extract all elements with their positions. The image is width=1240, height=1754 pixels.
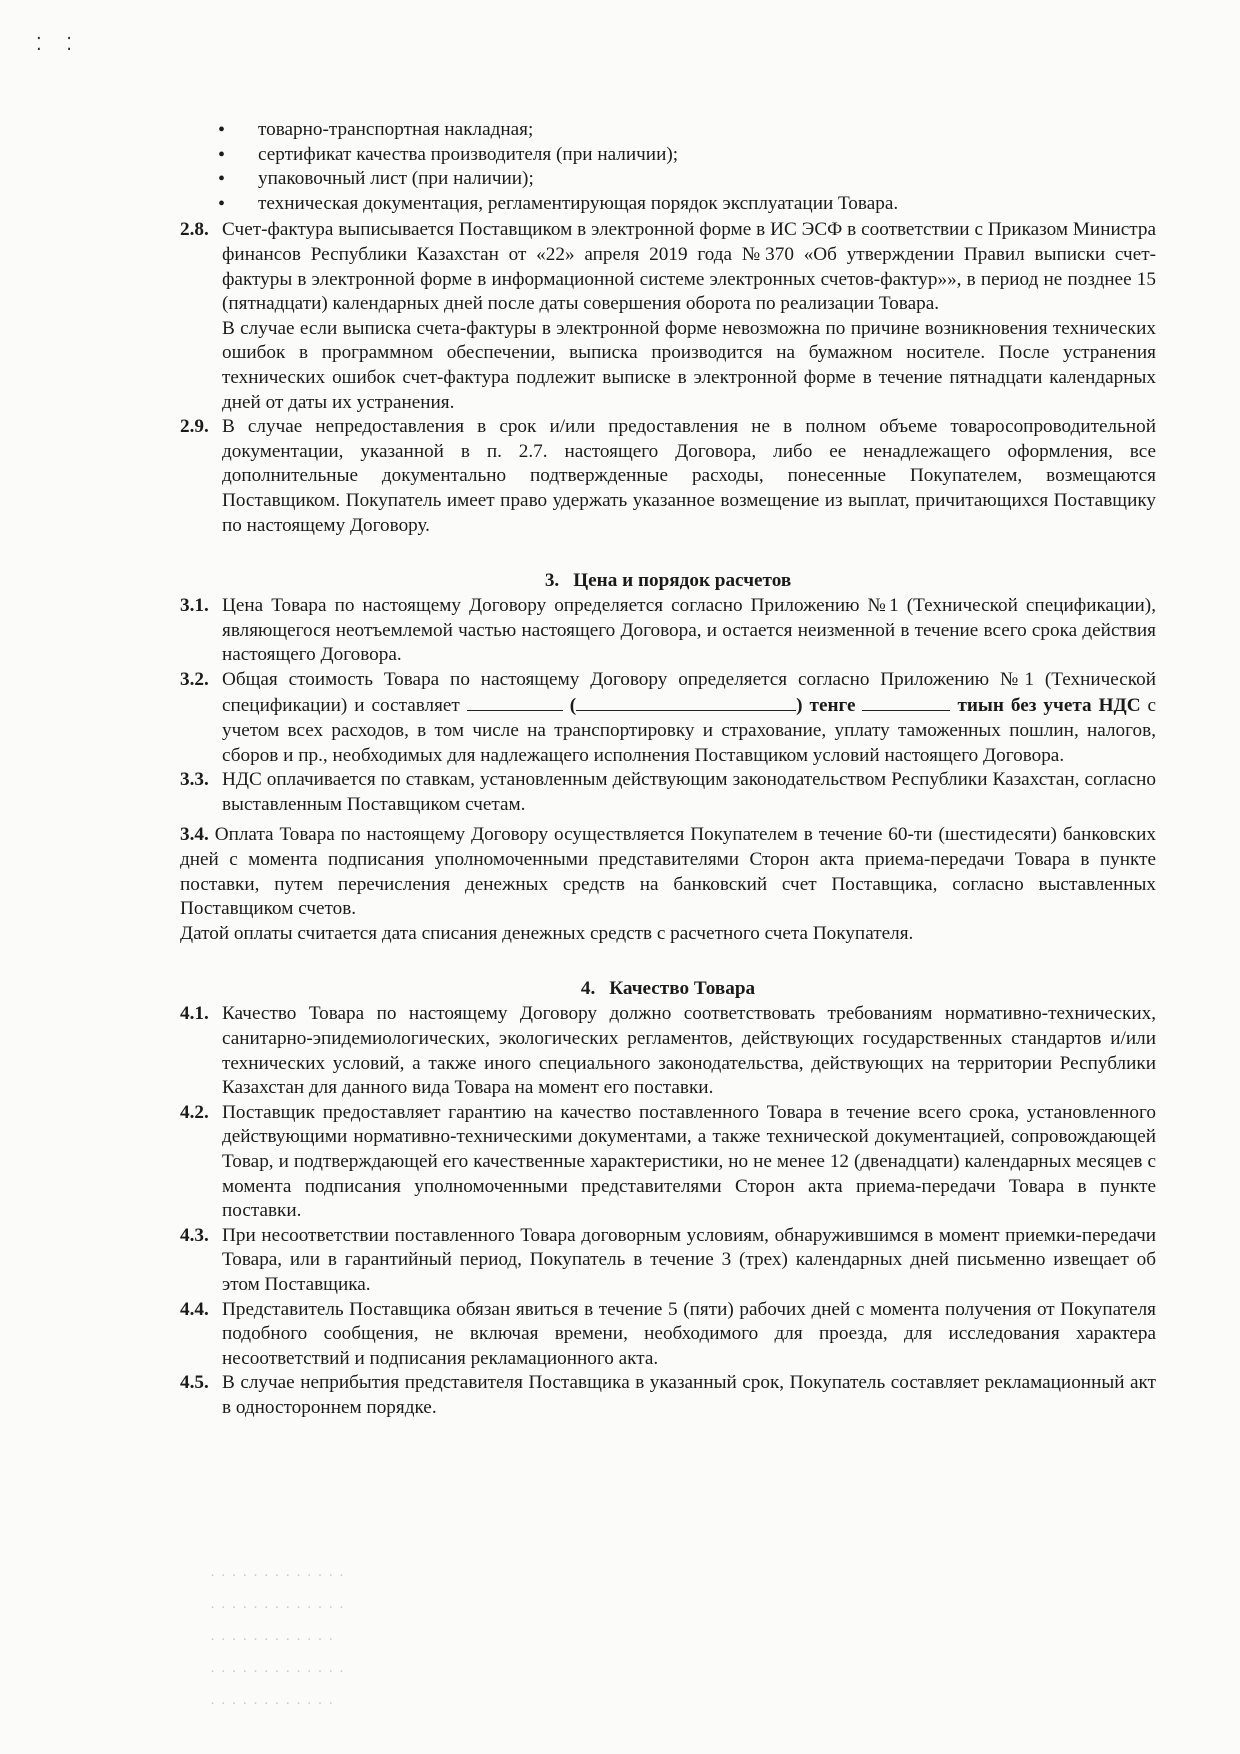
bleed-through-text: · · · · · · · · · · · · · [210,1600,345,1616]
section-title: Цена и порядок расчетов [573,570,792,592]
scan-specks: ⁚ ⁚ [36,34,82,54]
clause-2-8 [180,218,1156,415]
clause-4-1 [180,1002,1156,1100]
price-text: Общая стоимость Товара по настоящему Договору определяется согласно Приложению №1 (Технической спецификации) и составляет [222,668,1156,717]
clause-number: 3.2. [180,668,209,690]
clause-number: 3.1. [180,595,209,617]
clause-4-3 [180,1224,1156,1298]
paragraph: Поставщик предоставляет гарантию на качество поставленного Товара в течение всего срока, установленного действующими нормативно-техническими документами, а также технической документацией, сопровождающей Товар, и подтверждающей его качественные характеристики, но не менее 12 (двенадцати) календарных месяцев с момента подписания уполномоченными представителями Сторон акта приема-передачи Товара в пункте поставки. [222,1101,1156,1222]
paragraph: Счет-фактура выписывается Поставщиком в электронной форме в ИС ЭСФ в соответствии с Приказом Министра финансов Республики Казахстан от «22» апреля 2019 года №370 «Об утверждении Правил выписки счет-фактуры в электронной форме в информационной системе электронных счетов-фактур»», в период не позднее 15 (пятнадцати) календарных дней после даты совершения оборота по реализации Товара. [222,219,1156,315]
list-item: • товарно-транспортная накладная; [180,118,1156,143]
paragraph: Цена Товара по настоящему Договору определяется согласно Приложению №1 (Технической спецификации), являющегося неотъемлемой частью настоящего Договора, и остается неизменной в течение всего срока действия настоящего Договора. [222,595,1156,666]
clause-3-2 [180,668,1156,768]
amount-words-blank [576,692,796,711]
paren-open: ( [569,695,577,717]
clause-number: 4.5. [180,1372,209,1394]
bleed-through-text: · · · · · · · · · · · · [210,1696,335,1712]
clause-text [222,218,1156,415]
paragraph: Оплата Товара по настоящему Договору осуществляется Покупателем в течение 60-ти (шестидесяти) банковских дней с момента подписания уполномоченными представителями Сторон акта приема-передачи Товара в пункте поставки, путем перечисления денежных средств на банковский счет Поставщика, согласно выставленных Поставщиком счетов. [180,824,1157,920]
paragraph: Качество Товара по настоящему Договору должно соответствовать требованиям нормативно-технических, санитарно-эпидемиологических, экологических регламентов, действующих государственных стандартов и/или технических условий, а также иного специального законодательства, действующих на территории Республики Казахстан для данного вида Товара на момент его поставки. [222,1003,1156,1099]
clause-3-1 [180,594,1156,668]
list-item: • техническая документация, регламентирующая порядок эксплуатации Товара. [180,192,1156,217]
clause-4-4 [180,1298,1156,1372]
payment-date-note: Датой оплаты считается дата списания денежных средств с расчетного счета Покупателя. [180,922,914,944]
clause-number: 4.4. [180,1298,209,1320]
clause-4-2 [180,1101,1156,1224]
clause-number: 4.1. [180,1003,209,1025]
list-item: • сертификат качества производителя (при наличии); [180,143,1156,168]
section-number: 4. [580,978,596,1000]
paragraph: В случае неприбытия представителя Поставщика в указанный срок, Покупатель составляет рекламационный акт в одностороннем порядке. [222,1372,1156,1418]
bleed-through-text: · · · · · · · · · · · · [210,1632,335,1648]
clause-3-3 [180,768,1156,817]
list-item: • упаковочный лист (при наличии); [180,167,1156,192]
documents-list [180,118,1156,216]
bleed-through-text: · · · · · · · · · · · · · [210,1664,345,1680]
clause-number: 3.4. [180,824,209,846]
bleed-through-text: · · · · · · · · · · · · · [210,1568,345,1584]
clause-number: 2.8. [180,219,209,241]
paragraph [222,668,1156,768]
clause-4-5 [180,1371,1156,1420]
paragraph: В случае если выписка счета-фактуры в электронной форме невозможна по причине возникновения технических ошибок в программном обеспечении, выписка производится на бумажном носителе. После устранения технических ошибок счет-фактура подлежит выписке в электронной форме в течение пятнадцати календарных дней от даты их устранения. [222,317,1156,413]
clause-text [222,415,1156,538]
clause-number: 3.3. [180,769,209,791]
price-text-cont: с учетом всех расходов, в том числе на транспортировку и страхование, уплату таможенных пошлин, налогов, сборов и пр., необходимых для надлежащего исполнения Поставщиком условий настоящего Договора. [222,695,1157,766]
paragraph: В случае непредоставления в срок и/или предоставления не в полном объеме товаросопроводительной документации, указанной в п. 2.7. настоящего Договора, либо ее ненадлежащего оформления, все дополнительные документально подтвержденные расходы, понесенные Покупателем, возмещаются Поставщиком. Покупатель имеет право удержать указанное возмещение из выплат, причитающихся Поставщику по настоящему Договору. [222,416,1156,536]
section-title: Качество Товара [609,978,756,1000]
clause-3-4 [180,823,1156,921]
paragraph: Представитель Поставщика обязан явиться в течение 5 (пяти) рабочих дней с момента получения от Покупателя подобного сообщения, не включая времени, необходимого для проезда, для исследования характера несоответствий и подписания рекламационного акта. [222,1298,1156,1369]
document-body [180,118,1156,1421]
paren-close: ) [796,695,803,717]
currency-label: тенге [809,695,856,717]
section-number: 3. [544,570,560,592]
vat-note: тиын без учета НДС [957,695,1141,717]
clause-number: 2.9. [180,416,209,438]
clause-2-9 [180,415,1156,538]
clause-number: 4.2. [180,1101,209,1123]
clause-number: 4.3. [180,1224,209,1246]
paragraph: При несоответствии поставленного Товара договорным условиям, обнаружившимся в момент приемки-передачи Товара, или в гарантийный период, Покупатель в течение 3 (трех) календарных дней письменно извещает об этом Поставщика. [222,1224,1156,1295]
paragraph: НДС оплачивается по ставкам, установленным действующим законодательством Республики Казахстан, согласно выставленным Поставщиком счетам. [222,769,1156,815]
tiyn-blank [862,692,950,711]
section-4-heading [180,976,1156,1002]
amount-blank [467,692,563,711]
section-3-heading [180,568,1156,594]
